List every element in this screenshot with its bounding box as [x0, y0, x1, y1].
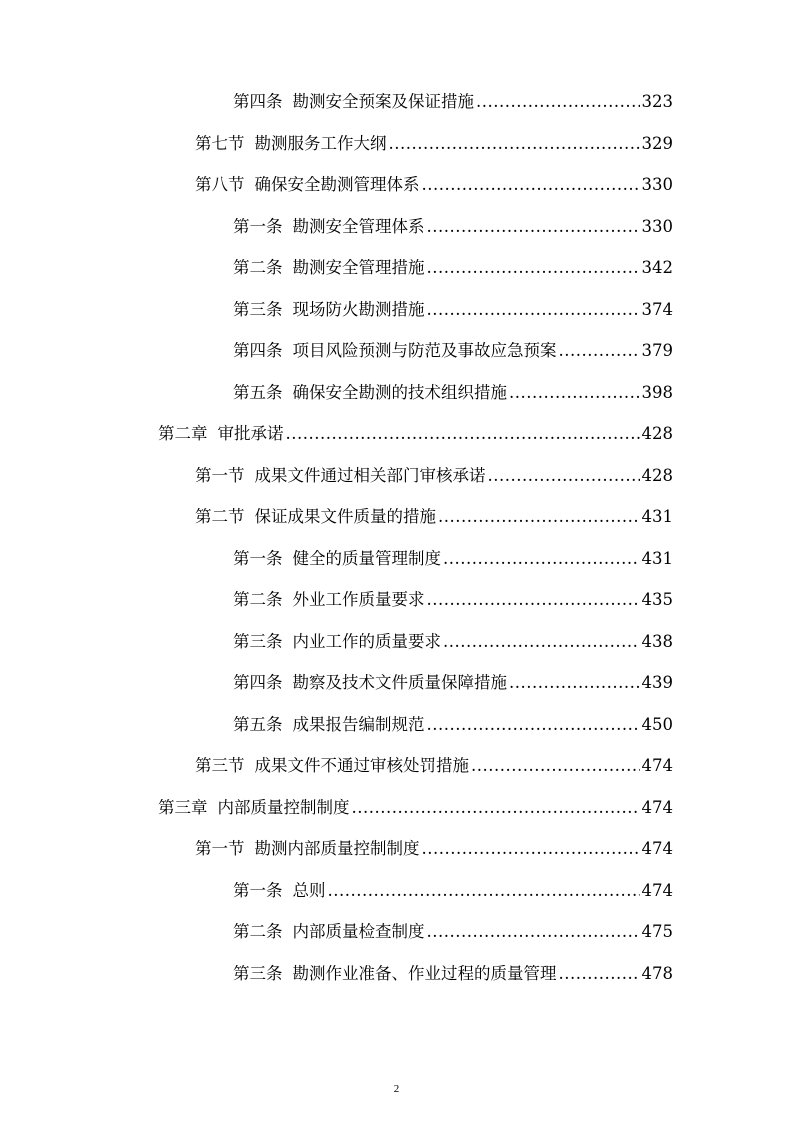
- toc-entry-number: 第一节: [195, 839, 245, 858]
- toc-entry-page: 329: [641, 133, 673, 153]
- toc-entry-number: 第一条: [233, 548, 283, 568]
- toc-dot-leader: [509, 383, 640, 402]
- toc-entry-title: 确保安全勘测管理体系: [254, 175, 420, 194]
- toc-entry[interactable]: [233, 213, 673, 239]
- toc-entry[interactable]: [233, 545, 673, 571]
- toc-entry-page: 431: [641, 507, 673, 526]
- toc-dot-leader: [443, 632, 640, 651]
- toc-dot-leader: [427, 258, 640, 277]
- toc-entry-number: 第一条: [233, 216, 283, 236]
- toc-dot-leader: [509, 673, 640, 692]
- toc-entry-title: 勘测内部质量控制制度: [254, 839, 420, 858]
- toc-entry[interactable]: [233, 628, 673, 654]
- toc-entry[interactable]: [158, 420, 673, 446]
- toc-entry-page: 474: [641, 756, 673, 775]
- toc-entry-page: 330: [641, 175, 673, 194]
- toc-entry-page: 428: [641, 465, 673, 485]
- toc-entry-number: 第一条: [233, 880, 283, 900]
- toc-entry-page: 431: [641, 548, 673, 568]
- toc-entry[interactable]: [158, 794, 673, 820]
- toc-entry-number: 第二条: [233, 590, 283, 609]
- toc-dot-leader: [427, 217, 640, 236]
- toc-entry-title: 勘测服务工作大纲: [254, 133, 387, 153]
- toc-entry[interactable]: [195, 503, 673, 529]
- toc-dot-leader: [427, 715, 640, 734]
- toc-entry[interactable]: [195, 835, 673, 861]
- toc-entry-number: 第四条: [233, 92, 283, 111]
- toc-entry-title: 内业工作的质量要求: [292, 631, 441, 651]
- toc-entry-page: 398: [641, 382, 673, 402]
- toc-entry-title: 外业工作质量要求: [292, 590, 425, 609]
- toc-dot-leader: [422, 175, 640, 194]
- toc-entry-title: 勘测安全预案及保证措施: [292, 92, 474, 111]
- toc-entry-page: 439: [641, 673, 673, 692]
- toc-entry-title: 成果报告编制规范: [292, 714, 425, 734]
- toc-entry[interactable]: [233, 918, 673, 944]
- toc-entry-page: 374: [641, 299, 673, 319]
- toc-entry[interactable]: [195, 752, 673, 778]
- toc-entry-number: 第四条: [233, 341, 283, 360]
- toc-dot-leader: [443, 549, 640, 568]
- toc-entry-page: 330: [641, 216, 673, 236]
- toc-entry-page: 435: [641, 590, 673, 609]
- toc-entry-number: 第三条: [233, 299, 283, 319]
- toc-dot-leader: [471, 756, 640, 775]
- toc-entry[interactable]: [233, 337, 673, 363]
- toc-entry-number: 第八节: [195, 175, 245, 194]
- toc-dot-leader: [389, 134, 640, 153]
- toc-entry-page: 450: [641, 714, 673, 734]
- toc-entry-number: 第二章: [158, 424, 208, 443]
- toc-entry-title: 勘测安全管理体系: [292, 216, 425, 236]
- toc-entry[interactable]: [195, 130, 673, 156]
- toc-entry-title: 成果文件通过相关部门审核承诺: [254, 465, 486, 485]
- toc-entry[interactable]: [233, 711, 673, 737]
- toc-entry-number: 第五条: [233, 382, 283, 402]
- toc-entry[interactable]: [233, 960, 673, 986]
- toc-entry-title: 勘察及技术文件质量保障措施: [292, 673, 507, 692]
- toc-entry-title: 总则: [292, 880, 326, 900]
- toc-dot-leader: [328, 881, 640, 900]
- toc-entry-number: 第三章: [158, 797, 208, 817]
- toc-entry[interactable]: [233, 877, 673, 903]
- toc-entry[interactable]: [233, 586, 673, 612]
- toc-entry-number: 第三节: [195, 756, 245, 775]
- toc-entry-title: 内部质量控制制度: [217, 797, 350, 817]
- toc-entry-number: 第二节: [195, 507, 245, 526]
- toc-entry-page: 342: [641, 258, 673, 277]
- toc-entry-page: 428: [641, 424, 673, 443]
- toc-entry-title: 项目风险预测与防范及事故应急预案: [292, 341, 557, 360]
- toc-entry-number: 第五条: [233, 714, 283, 734]
- toc-dot-leader: [286, 424, 640, 443]
- toc-dot-leader: [476, 92, 640, 111]
- toc-dot-leader: [352, 798, 640, 817]
- toc-entry-title: 勘测作业准备、作业过程的质量管理: [292, 963, 557, 983]
- toc-entry-number: 第二条: [233, 922, 283, 941]
- toc-entry[interactable]: [195, 462, 673, 488]
- toc-entry[interactable]: [233, 254, 673, 280]
- toc-entry-title: 成果文件不通过审核处罚措施: [254, 756, 469, 775]
- toc-entry-page: 475: [641, 922, 673, 941]
- toc-entry-number: 第一节: [195, 465, 245, 485]
- toc-entry[interactable]: [195, 171, 673, 197]
- toc-entry-title: 保证成果文件质量的措施: [254, 507, 436, 526]
- toc-entry-number: 第二条: [233, 258, 283, 277]
- page-number: 2: [393, 1083, 400, 1095]
- toc-entry-title: 确保安全勘测的技术组织措施: [292, 382, 507, 402]
- toc-dot-leader: [427, 300, 640, 319]
- toc-entry[interactable]: [233, 379, 673, 405]
- toc-entry-page: 438: [641, 631, 673, 651]
- toc-entry[interactable]: [233, 88, 673, 114]
- toc-dot-leader: [488, 466, 640, 485]
- toc-dot-leader: [427, 922, 640, 941]
- toc-entry-title: 现场防火勘测措施: [292, 299, 425, 319]
- toc-entry-title: 健全的质量管理制度: [292, 548, 441, 568]
- toc-entry-page: 379: [641, 341, 673, 360]
- toc-entry-page: 474: [641, 880, 673, 900]
- toc-entry[interactable]: [233, 296, 673, 322]
- toc-entry-title: 勘测安全管理措施: [292, 258, 425, 277]
- toc-entry-title: 内部质量检查制度: [292, 922, 425, 941]
- toc-entry-page: 474: [641, 797, 673, 817]
- toc-entry-title: 审批承诺: [217, 424, 284, 443]
- toc-dot-leader: [559, 341, 640, 360]
- toc-entry-page: 474: [641, 839, 673, 858]
- toc-entry[interactable]: [233, 669, 673, 695]
- toc-entry-number: 第三条: [233, 963, 283, 983]
- toc-entry-page: 323: [641, 92, 673, 111]
- toc-dot-leader: [559, 964, 640, 983]
- toc-dot-leader: [422, 839, 640, 858]
- toc-dot-leader: [438, 507, 640, 526]
- toc-entry-number: 第三条: [233, 631, 283, 651]
- toc-entry-number: 第七节: [195, 133, 245, 153]
- toc-entry-page: 478: [641, 963, 673, 983]
- toc-dot-leader: [427, 590, 640, 609]
- toc-entry-number: 第四条: [233, 673, 283, 692]
